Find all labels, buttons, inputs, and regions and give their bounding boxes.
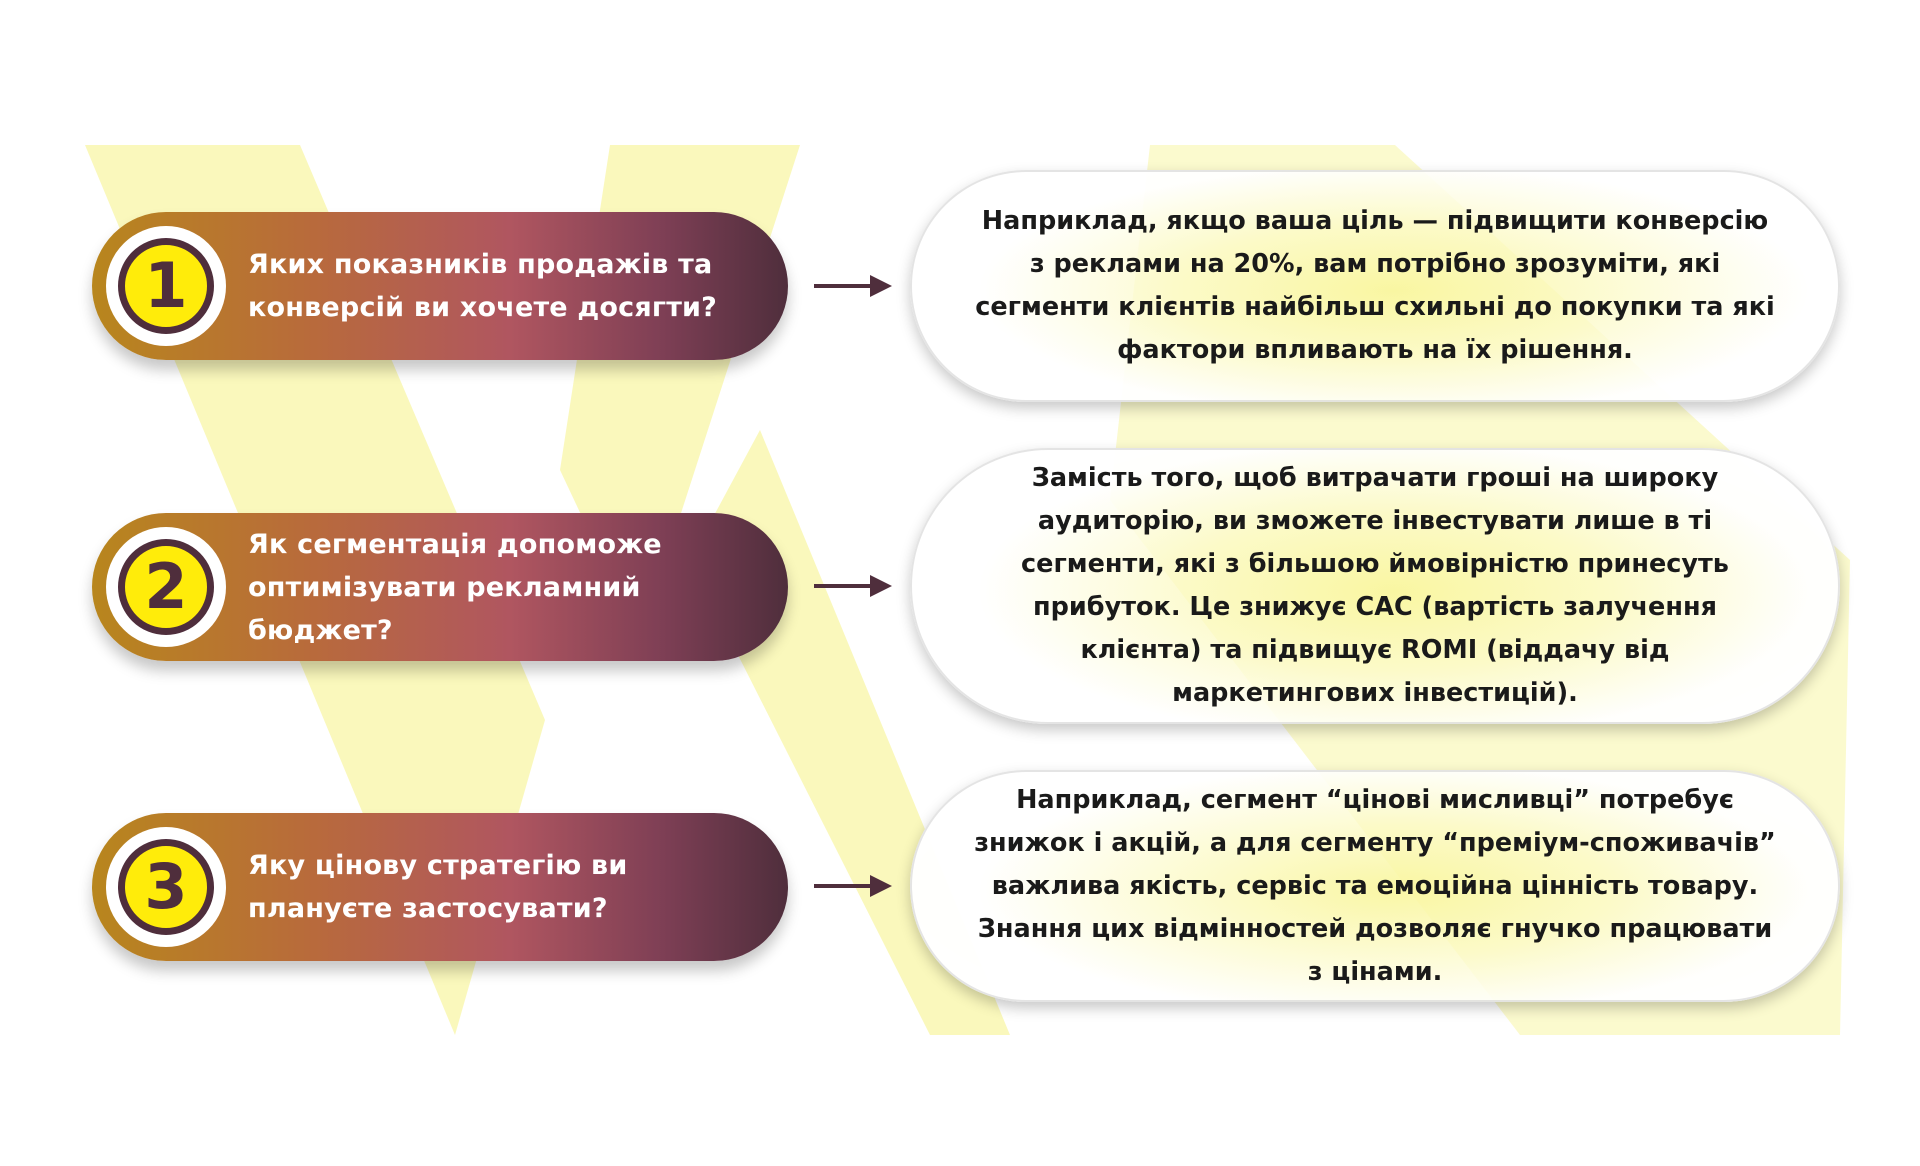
answer-text-3: Наприклад, сегмент “цінові мисливці” потребує знижок і акцій, а для сегменту “преміум-споживачів” важлива якість, сервіс та емоційна цінність товару. Знання цих відмінностей дозволяє гнучко працювати з цінами. — [974, 784, 1776, 987]
arrow-right-icon — [812, 571, 892, 601]
question-pill-3 — [92, 813, 788, 961]
answer-pill-2 — [910, 448, 1840, 724]
arrow-right-icon — [812, 271, 892, 301]
answer-pill-1 — [910, 170, 1840, 402]
number-badge-1: 1 — [118, 238, 214, 334]
answer-text-1: Наприклад, якщо ваша ціль — підвищити конверсію з реклами на 20%, вам потрібно зрозуміти, які сегменти клієнтів найбільш схильні до покупки та які фактори впливають на їх рішення. — [975, 206, 1775, 365]
number-badge-ring — [106, 827, 226, 947]
number-badge-2: 2 — [118, 539, 214, 635]
question-text-2: Як сегментація допоможе оптимізувати рекламний бюджет? — [248, 528, 662, 646]
question-text-1: Яких показників продажів та конверсій ви хочете досягти? — [248, 249, 718, 323]
answer-text-2: Замість того, щоб витрачати гроші на широку аудиторію, ви зможете інвестувати лише в ті сегменти, які з більшою ймовірністю принесуть прибуток. Це знижує CAC (вартість залучення клієнта) та підвищує ROMI (віддачу від маркетингових інвестицій). — [1021, 463, 1729, 708]
arrow-right-icon — [812, 871, 892, 901]
number-badge-ring — [106, 226, 226, 346]
answer-pill-3 — [910, 770, 1840, 1002]
question-pill-1 — [92, 212, 788, 360]
question-pill-2 — [92, 513, 788, 661]
number-badge-ring — [106, 527, 226, 647]
number-badge-3: 3 — [118, 839, 214, 935]
question-text-3: Яку цінову стратегію ви плануєте застосувати? — [248, 850, 628, 924]
